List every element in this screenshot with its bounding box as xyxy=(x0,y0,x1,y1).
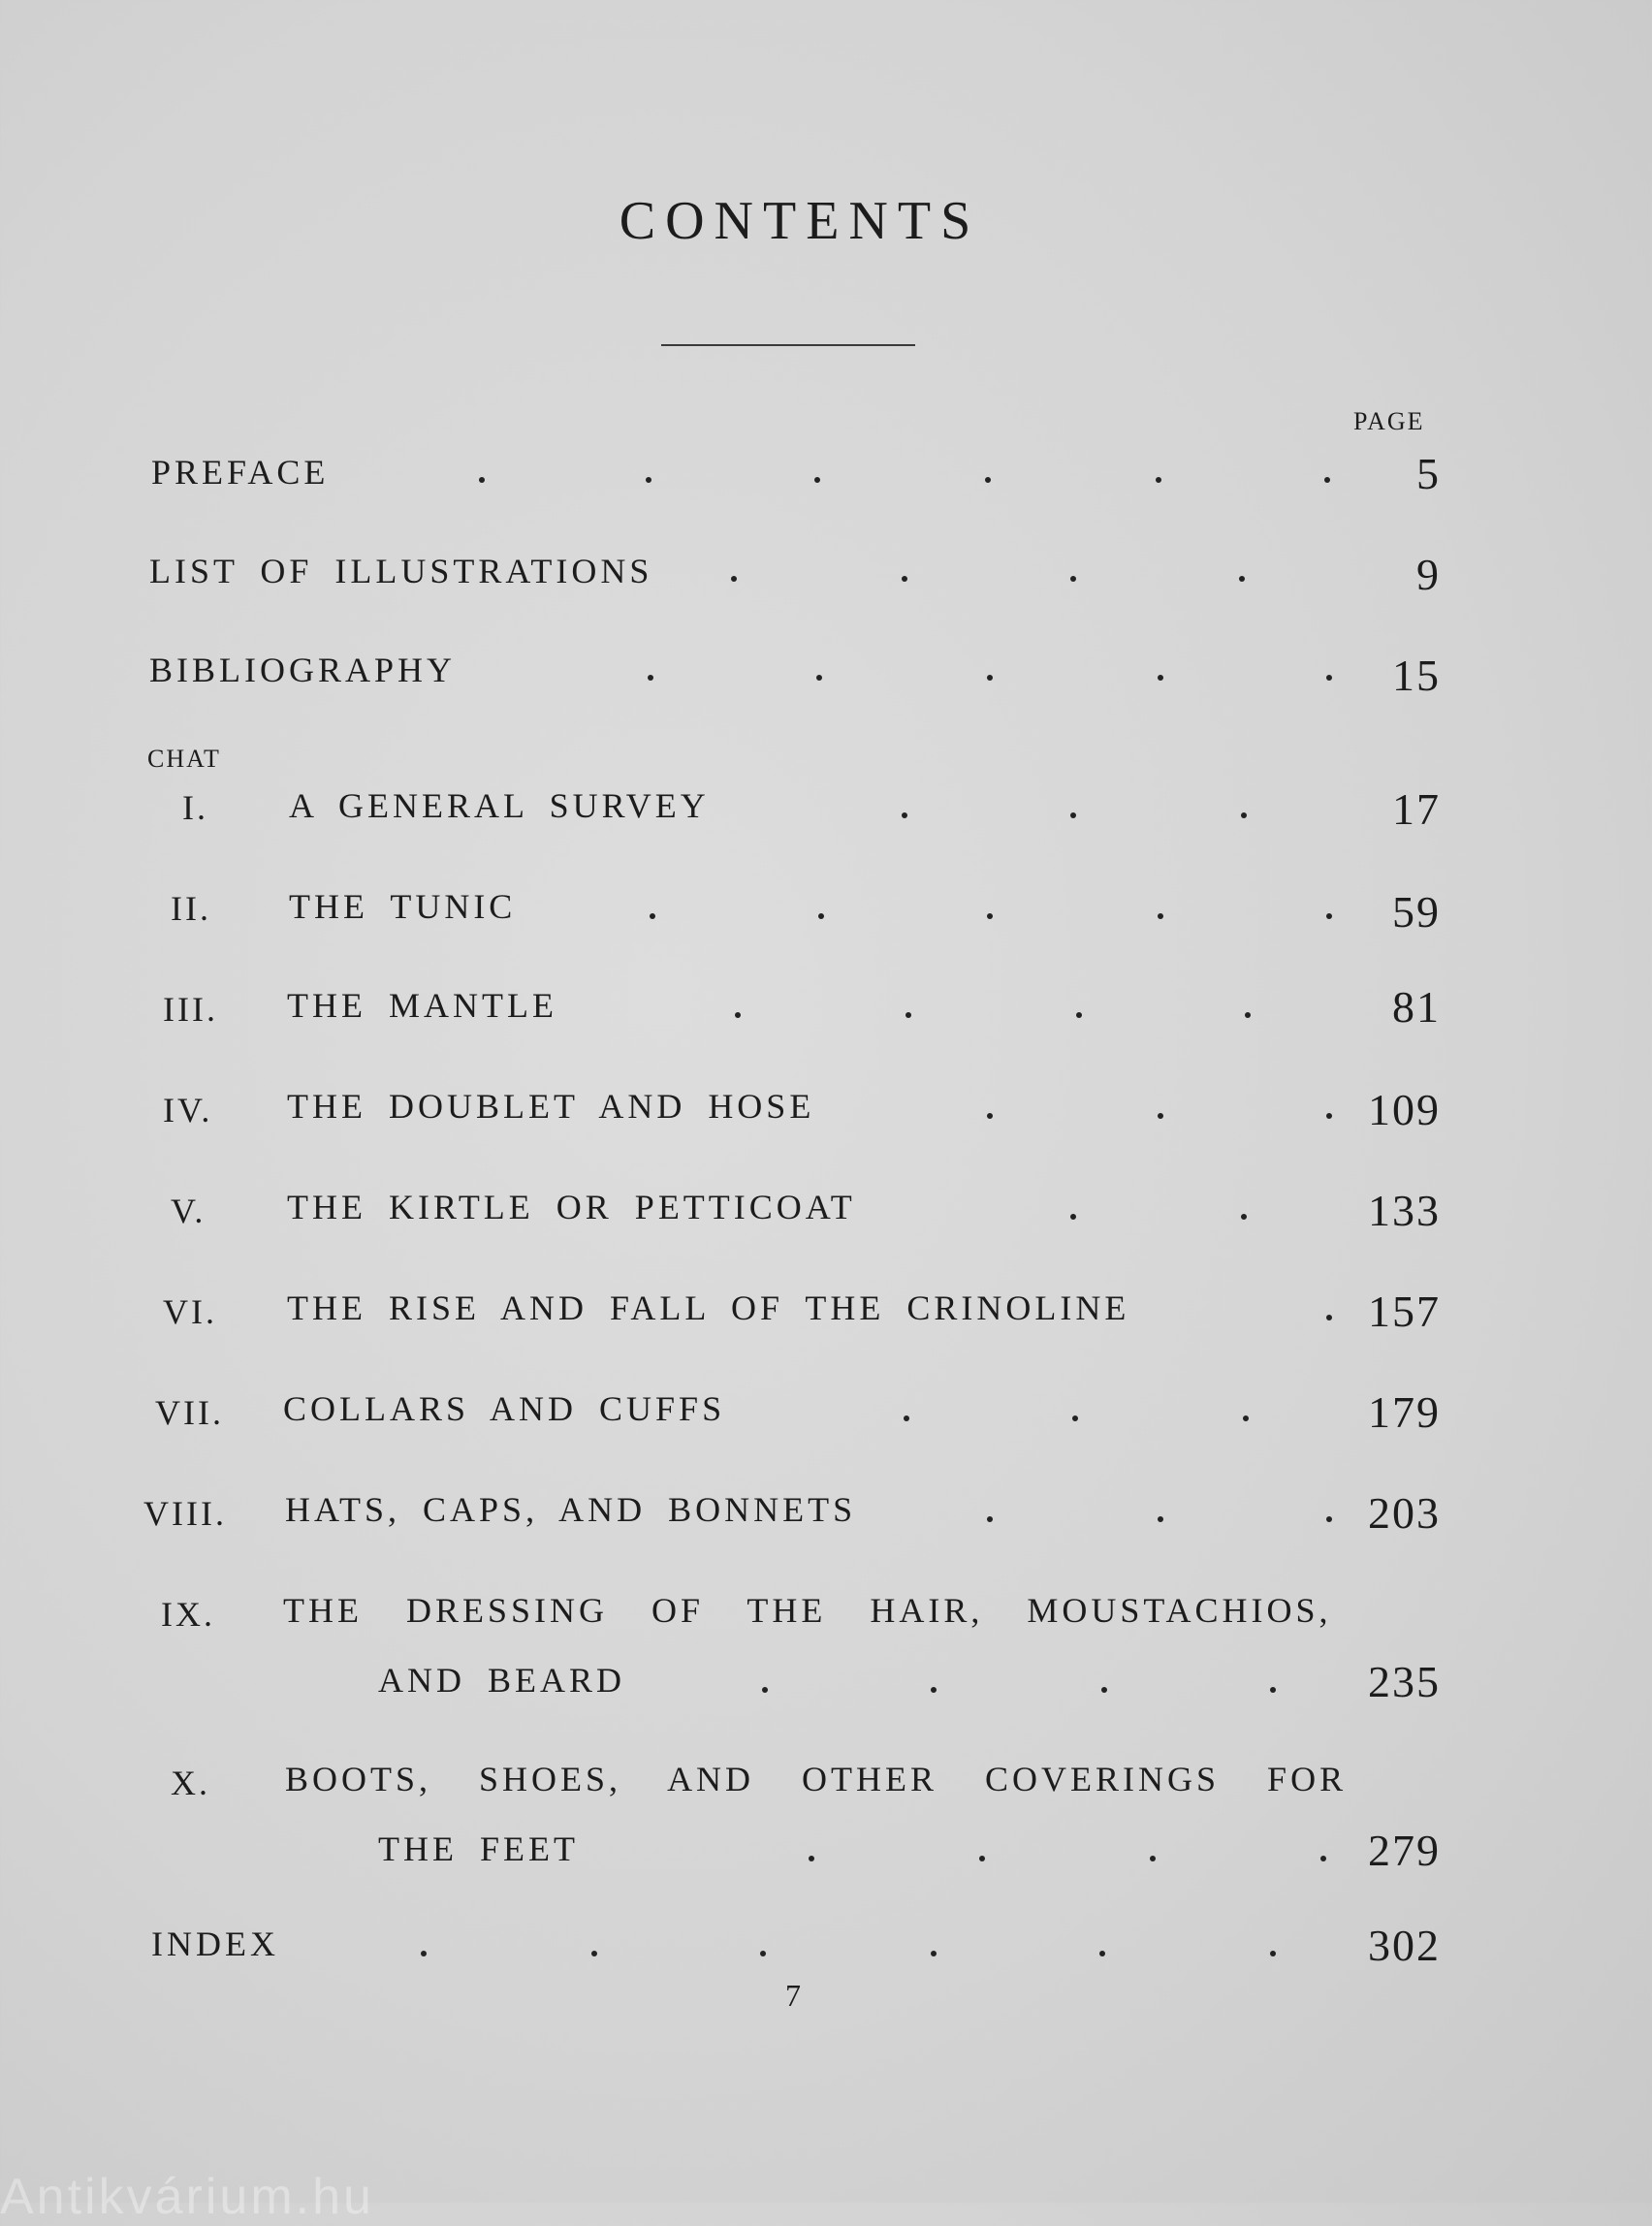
leader-dot xyxy=(1156,477,1161,483)
leader-dot xyxy=(1270,1951,1276,1956)
leader-dot xyxy=(987,913,993,919)
toc-page-number: 179 xyxy=(1368,1387,1441,1437)
toc-page-number: 5 xyxy=(1416,449,1441,498)
watermark: Antikvárium.hu xyxy=(0,2169,374,2225)
toc-entry-label: LIST OF ILLUSTRATIONS xyxy=(149,552,653,590)
toc-entry-label: BIBLIOGRAPHY xyxy=(149,651,457,689)
toc-entry-chapter-3[interactable] xyxy=(0,981,1652,1039)
leader-dot xyxy=(902,812,907,818)
toc-entry-chapter-2[interactable] xyxy=(0,882,1652,940)
chapter-numeral: IX. xyxy=(161,1595,215,1634)
toc-entry-chapter-8[interactable] xyxy=(0,1485,1652,1543)
leader-dot xyxy=(1326,913,1332,919)
title-rule xyxy=(661,344,915,346)
leader-dot xyxy=(591,1951,597,1956)
toc-entry-index[interactable] xyxy=(0,1920,1652,1978)
chapter-numeral: III. xyxy=(163,990,218,1029)
leader-dot xyxy=(987,1516,993,1522)
chapter-numeral: X. xyxy=(171,1764,210,1802)
leader-dot xyxy=(814,477,820,483)
page-title: CONTENTS xyxy=(619,191,981,251)
toc-page-number: 17 xyxy=(1392,784,1441,834)
chapter-numeral: V. xyxy=(171,1192,206,1230)
leader-dot xyxy=(1326,1516,1332,1522)
leader-dot xyxy=(1241,812,1247,818)
toc-entry-label: BOOTS, SHOES, AND OTHER COVERINGS FOR xyxy=(285,1760,1348,1798)
leader-dot xyxy=(1245,1012,1251,1018)
toc-page-number: 203 xyxy=(1368,1488,1441,1538)
leader-dot xyxy=(1320,1856,1326,1861)
leader-dot xyxy=(987,675,993,681)
leader-dot xyxy=(904,1415,909,1421)
leader-dot xyxy=(818,913,824,919)
leader-dot xyxy=(650,913,655,919)
chapter-numeral: II. xyxy=(171,889,211,928)
toc-page-number: 9 xyxy=(1416,550,1441,599)
leader-dot xyxy=(421,1951,427,1956)
toc-entry-chapter-7[interactable] xyxy=(0,1384,1652,1443)
toc-entry-label: THE MANTLE xyxy=(287,986,557,1025)
toc-entry-chapter-6[interactable] xyxy=(0,1284,1652,1342)
leader-dot xyxy=(1239,576,1245,582)
toc-entry-chapter-9[interactable] xyxy=(0,1586,1652,1712)
toc-page-number: 133 xyxy=(1368,1186,1441,1235)
leader-dot xyxy=(1158,1113,1163,1119)
leader-dot xyxy=(1158,675,1163,681)
chapter-numeral: IV. xyxy=(163,1091,213,1129)
toc-page-number: 157 xyxy=(1368,1287,1441,1336)
toc-entry-label: INDEX xyxy=(151,1924,279,1963)
toc-entry-list-of-illustrations[interactable] xyxy=(0,547,1652,605)
toc-entry-label-continued: AND BEARD xyxy=(378,1661,626,1700)
toc-entry-label: THE KIRTLE OR PETTICOAT xyxy=(287,1188,856,1226)
leader-dot xyxy=(1072,1415,1078,1421)
toc-entry-label: PREFACE xyxy=(151,453,330,492)
toc-entry-label: A GENERAL SURVEY xyxy=(289,786,710,825)
leader-dot xyxy=(735,1012,741,1018)
toc-page-number: 15 xyxy=(1392,651,1441,700)
leader-dot xyxy=(1158,913,1163,919)
leader-dot xyxy=(1070,812,1076,818)
leader-dot xyxy=(1070,1214,1076,1220)
toc-entry-label: HATS, CAPS, AND BONNETS xyxy=(285,1490,857,1529)
toc-entry-chapter-5[interactable] xyxy=(0,1183,1652,1241)
toc-entry-bibliography[interactable] xyxy=(0,646,1652,704)
leader-dot xyxy=(905,1012,911,1018)
leader-dot xyxy=(1270,1687,1276,1693)
toc-entry-label: THE DOUBLET AND HOSE xyxy=(287,1087,815,1126)
chapter-numeral: I. xyxy=(182,788,208,827)
toc-page-number: 235 xyxy=(1368,1657,1441,1706)
leader-dot xyxy=(1076,1012,1082,1018)
toc-entry-label: THE TUNIC xyxy=(289,887,517,926)
leader-dot xyxy=(1326,675,1332,681)
chapter-column-heading: CHAT xyxy=(147,745,221,773)
leader-dot xyxy=(1326,1113,1332,1119)
leader-dot xyxy=(931,1687,937,1693)
leader-dot xyxy=(1150,1856,1156,1861)
leader-dot xyxy=(816,675,822,681)
toc-entry-label: COLLARS AND CUFFS xyxy=(283,1389,726,1428)
leader-dot xyxy=(1241,1214,1247,1220)
toc-page-number: 81 xyxy=(1392,982,1441,1032)
toc-page-number: 279 xyxy=(1368,1826,1441,1875)
leader-dot xyxy=(646,477,651,483)
folio-page-number: 7 xyxy=(785,1978,801,2013)
leader-dot xyxy=(731,576,737,582)
toc-entry-chapter-10[interactable] xyxy=(0,1755,1652,1881)
leader-dot xyxy=(931,1951,937,1956)
leader-dot xyxy=(1070,576,1076,582)
toc-entry-label-continued: THE FEET xyxy=(378,1829,579,1868)
toc-entry-chapter-1[interactable] xyxy=(0,781,1652,840)
leader-dot xyxy=(760,1951,766,1956)
toc-entry-preface[interactable] xyxy=(0,448,1652,506)
toc-page-number: 59 xyxy=(1392,887,1441,937)
leader-dot xyxy=(809,1856,814,1861)
chapter-numeral: VIII. xyxy=(143,1494,227,1533)
leader-dot xyxy=(985,477,991,483)
leader-dot xyxy=(648,675,653,681)
page-column-heading: PAGE xyxy=(1353,407,1425,435)
toc-entry-label: THE RISE AND FALL OF THE CRINOLINE xyxy=(287,1288,1130,1327)
toc-page-number: 302 xyxy=(1368,1921,1441,1970)
leader-dot xyxy=(979,1856,985,1861)
leader-dot xyxy=(1101,1687,1107,1693)
leader-dot xyxy=(762,1687,768,1693)
leader-dot xyxy=(987,1113,993,1119)
toc-entry-label: THE DRESSING OF THE HAIR, MOUSTACHIOS, xyxy=(283,1591,1332,1630)
leader-dot xyxy=(1326,1315,1332,1320)
toc-entry-chapter-4[interactable] xyxy=(0,1082,1652,1140)
leader-dot xyxy=(902,576,907,582)
chapter-numeral: VI. xyxy=(163,1292,217,1331)
toc-page-number: 109 xyxy=(1368,1085,1441,1134)
leader-dot xyxy=(479,477,485,483)
leader-dot xyxy=(1324,477,1330,483)
leader-dot xyxy=(1243,1415,1249,1421)
chapter-numeral: VII. xyxy=(155,1393,224,1432)
leader-dot xyxy=(1099,1951,1105,1956)
leader-dot xyxy=(1158,1516,1163,1522)
